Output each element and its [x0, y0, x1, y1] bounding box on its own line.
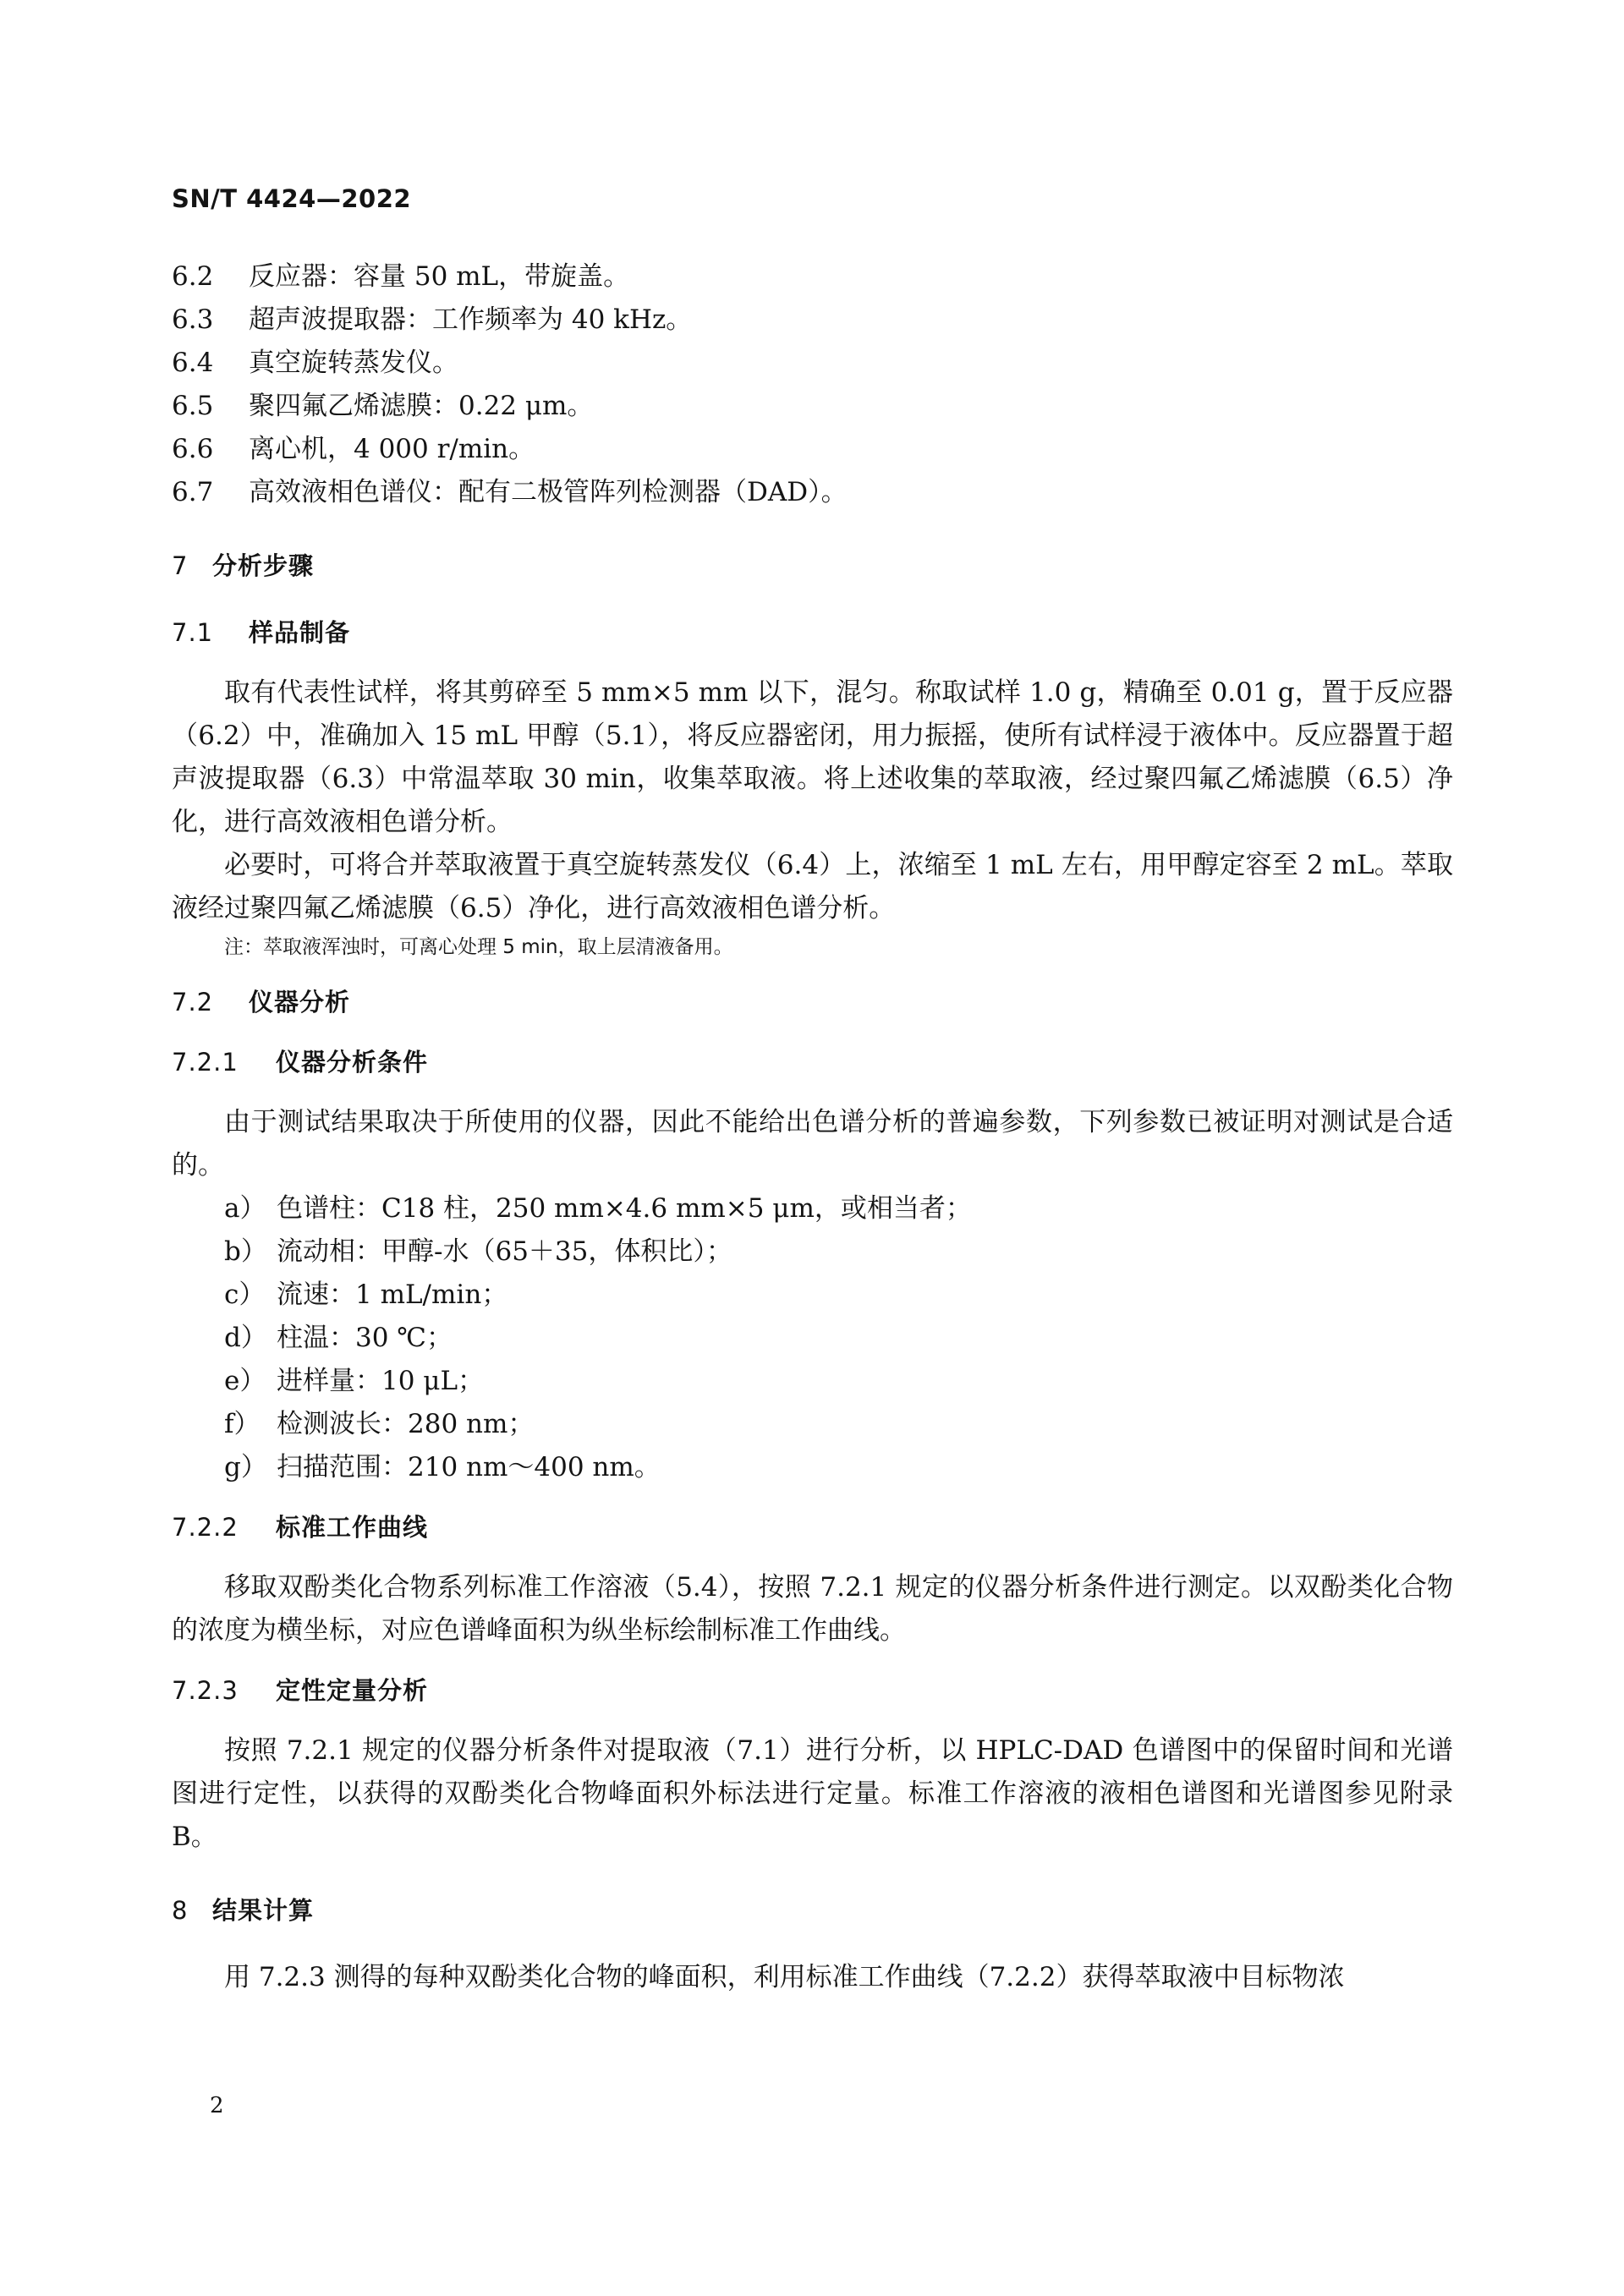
- list-item: [172, 1360, 1453, 1403]
- list-marker: e）: [224, 1366, 266, 1396]
- section-number: 7.2: [172, 988, 214, 1016]
- section-title: 仪器分析条件: [276, 1048, 429, 1077]
- subsection-heading: [172, 1506, 1453, 1549]
- clause-text: 反应器：容量 50 mL，带旋盖。: [249, 261, 630, 292]
- section-heading: [172, 1889, 1453, 1932]
- list-text: 进样量：10 μL；: [277, 1366, 485, 1396]
- clause-text: 超声波提取器：工作频率为 40 kHz。: [249, 304, 693, 335]
- clause-number: 6.2: [172, 261, 214, 292]
- section-title: 定性定量分析: [276, 1676, 429, 1705]
- list-marker: c）: [224, 1280, 266, 1310]
- clause-number: 6.6: [172, 434, 214, 464]
- subsection-heading: [172, 1041, 1453, 1084]
- list-text: 流速：1 mL/min；: [277, 1280, 508, 1310]
- clause-number: 6.5: [172, 391, 214, 421]
- apparatus-item: [172, 342, 1453, 385]
- page-number: 2: [210, 2093, 224, 2118]
- list-item: [172, 1403, 1453, 1446]
- list-marker: b）: [224, 1236, 267, 1267]
- list-marker: d）: [224, 1323, 267, 1353]
- subsection-heading: [172, 611, 1453, 655]
- section-title: 样品制备: [249, 618, 351, 647]
- apparatus-item: [172, 428, 1453, 471]
- clause-number: 6.3: [172, 304, 214, 335]
- subsection-heading: [172, 981, 1453, 1024]
- apparatus-item: [172, 471, 1453, 514]
- list-text: 流动相：甲醇-水（65＋35，体积比）；: [277, 1236, 732, 1267]
- section-number: 7.2.2: [172, 1513, 239, 1542]
- list-marker: g）: [224, 1452, 267, 1482]
- clause-number: 6.4: [172, 348, 214, 378]
- section-title: 分析步骤: [212, 551, 315, 580]
- note: 注：萃取液浑浊时，可离心处理 5 min，取上层清液备用。: [224, 936, 733, 958]
- list-item: [172, 1187, 1453, 1230]
- apparatus-item: [172, 299, 1453, 342]
- section-heading: [172, 545, 1453, 588]
- section-title: 标准工作曲线: [276, 1513, 429, 1542]
- apparatus-item: [172, 255, 1453, 299]
- section-number: 7.2.1: [172, 1048, 239, 1077]
- paragraph: 由于测试结果取决于所使用的仪器，因此不能给出色谱分析的普遍参数，下列参数已被证明对测试是合适的。: [172, 1107, 1453, 1181]
- standard-code: SN/T 4424—2022: [172, 184, 412, 213]
- list-text: 色谱柱：C18 柱，250 mm×4.6 mm×5 μm，或相当者；: [277, 1193, 972, 1224]
- section-number: 7: [172, 551, 189, 580]
- paragraph: 取有代表性试样，将其剪碎至 5 mm×5 mm 以下，混匀。称取试样 1.0 g，精确至 0.01 g，置于反应器（6.2）中，准确加入 15 mL 甲醇（5.1），将反应器密闭，用力振摇，使所有试样浸于液体中。反应器置于超声波提取器（6.3）中常温萃取 30 min，收集萃取液。将上述收集的萃取液，经过聚四氟乙烯滤膜（6.5）净化，进行高效液相色谱分析。: [172, 677, 1453, 837]
- clause-text: 聚四氟乙烯滤膜：0.22 μm。: [249, 391, 594, 421]
- paragraph: 按照 7.2.1 规定的仪器分析条件对提取液（7.1）进行分析，以 HPLC-DAD 色谱图中的保留时间和光谱图进行定性，以获得的双酚类化合物峰面积外标法进行定量。标准工作溶液的液相色谱图和光谱图参见附录 B。: [172, 1735, 1453, 1852]
- list-text: 扫描范围：210 nm～400 nm。: [277, 1452, 661, 1482]
- list-marker: a）: [224, 1193, 266, 1224]
- list-marker: f）: [224, 1409, 261, 1439]
- page-content: [172, 255, 1453, 1999]
- apparatus-item: [172, 385, 1453, 428]
- section-title: 结果计算: [212, 1896, 315, 1925]
- paragraph: 必要时，可将合并萃取液置于真空旋转蒸发仪（6.4）上，浓缩至 1 mL 左右，用甲醇定容至 2 mL。萃取液经过聚四氟乙烯滤膜（6.5）净化，进行高效液相色谱分析。: [172, 850, 1453, 923]
- list-item: [172, 1317, 1453, 1360]
- clause-number: 6.7: [172, 477, 214, 507]
- section-number: 8: [172, 1896, 189, 1925]
- list-item: [172, 1230, 1453, 1274]
- section-number: 7.1: [172, 618, 214, 647]
- list-item: [172, 1274, 1453, 1317]
- paragraph: 移取双酚类化合物系列标准工作溶液（5.4），按照 7.2.1 规定的仪器分析条件进行测定。以双酚类化合物的浓度为横坐标，对应色谱峰面积为纵坐标绘制标准工作曲线。: [172, 1572, 1453, 1646]
- list-item: [172, 1446, 1453, 1489]
- clause-text: 高效液相色谱仪：配有二极管阵列检测器（DAD）。: [249, 477, 848, 507]
- list-text: 检测波长：280 nm；: [277, 1409, 535, 1439]
- section-title: 仪器分析: [249, 988, 351, 1016]
- subsection-heading: [172, 1669, 1453, 1712]
- clause-text: 离心机，4 000 r/min。: [249, 434, 535, 464]
- list-text: 柱温：30 ℃；: [277, 1323, 453, 1353]
- clause-text: 真空旋转蒸发仪。: [249, 348, 458, 378]
- paragraph: 用 7.2.3 测得的每种双酚类化合物的峰面积，利用标准工作曲线（7.2.2）获得萃取液中目标物浓: [224, 1962, 1345, 1992]
- section-number: 7.2.3: [172, 1676, 239, 1705]
